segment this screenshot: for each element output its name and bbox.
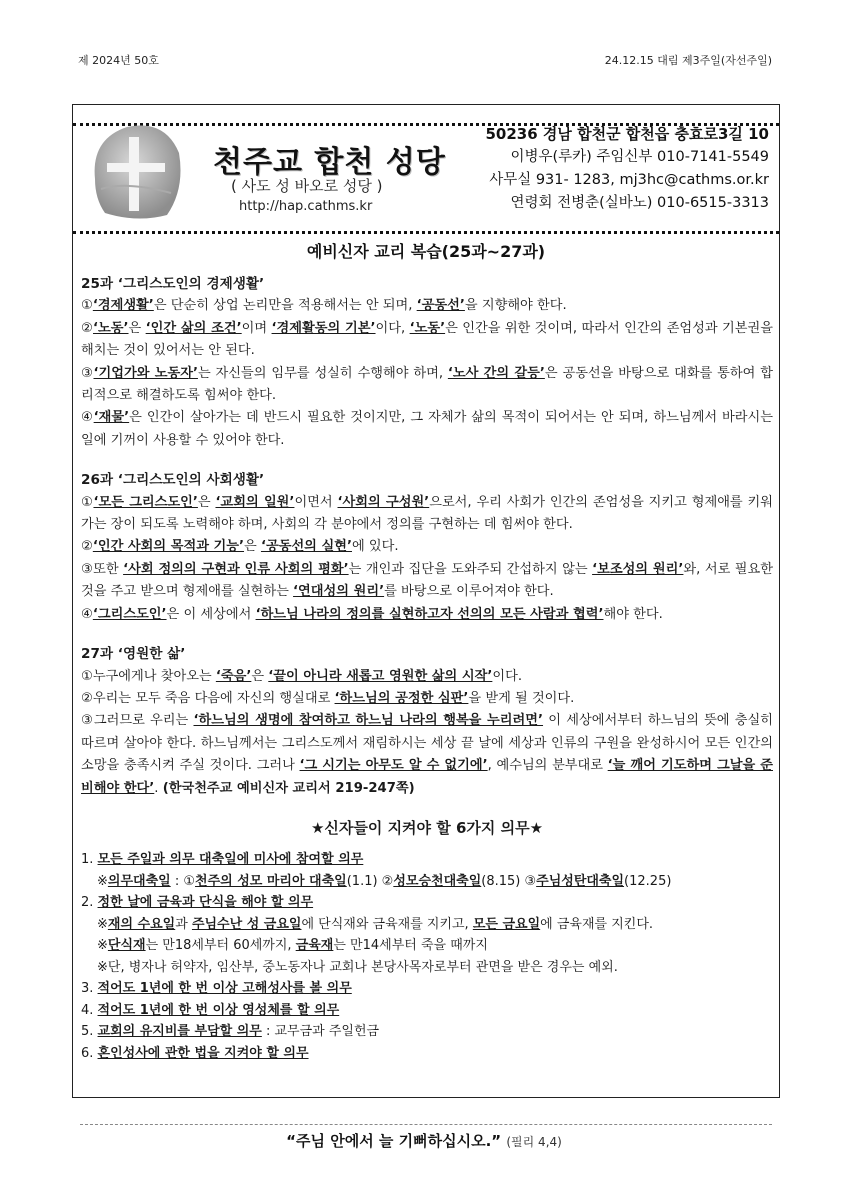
duty-item: 3. 적어도 1년에 한 번 이상 고해성사를 볼 의무: [81, 981, 352, 997]
contact-block: [486, 123, 770, 215]
duty-note: ※재의 수요일과 주님수난 성 금요일에 단식재와 금육재를 지키고, 모든 금요일에 금육재를 지킨다.: [97, 916, 654, 932]
pastor-contact: 이병우(루카) 주임신부 010-7141-5549: [510, 149, 769, 165]
duties-list: [81, 849, 773, 1064]
duty-note: ※의무대축일 : ①천주의 성모 마리아 대축일(1.1) ②성모승천대축일(8.15) ③주님성탄대축일(12.25): [97, 873, 672, 889]
footer-divider: [80, 1124, 772, 1125]
duty-item: 6. 혼인성사에 관한 법을 지켜야 할 의무: [81, 1045, 309, 1061]
duties-title: ★신자들이 지켜야 할 6가지 의무★: [310, 818, 544, 837]
lesson-point: ②‘노동’은 ‘인간 삶의 조건’이며 ‘경제활동의 기본’이다, ‘노동’은 인간을 위한 것이며, 따라서 인간의 존엄성과 기본권을 해치는 것이 있어서는 안 된다.: [81, 320, 773, 359]
church-patron: ( 사도 성 바오로 성당 ): [231, 177, 383, 195]
dotted-divider-bottom: [73, 231, 779, 234]
lesson-title: 26과 ‘그리스도인의 사회생활’: [81, 472, 265, 489]
bulletin-frame: [72, 104, 780, 1098]
church-logo-icon: [87, 119, 185, 223]
lesson-point: ①누구에게나 찾아오는 ‘죽음’은 ‘끝이 아니라 새롭고 영원한 삶의 시작’이다.: [81, 668, 523, 684]
footer-quote: [0, 1130, 848, 1151]
page-title: 예비신자 교리 복습(25과~27과): [306, 242, 546, 261]
lesson-point: ②우리는 모두 죽음 다음에 자신의 행실대로 ‘하느님의 공정한 심판’을 받게 될 것이다.: [81, 690, 575, 706]
address: 50236 경남 합천군 합천읍 충효로3길 10: [485, 125, 769, 143]
lesson-title: 25과 ‘그리스도인의 경제생활’: [81, 276, 265, 292]
duty-item: 1. 모든 주일과 의무 대축일에 미사에 참여할 의무: [81, 852, 364, 868]
council-contact: 연령회 전병춘(실바노) 010-6515-3313: [510, 195, 769, 211]
issue-number: 제 2024년 50호: [78, 54, 159, 67]
lesson-point: ③또한 ‘사회 정의의 구현과 인류 사회의 평화’는 개인과 집단을 도와주되 간섭하지 않는 ‘보조성의 원리’와, 서로 필요한 것을 주고 받으며 형제애를 실현하는 ‘연대성의 원리’를 바탕으로 이루어져야 한다.: [81, 561, 774, 600]
lesson-25: [81, 273, 773, 452]
lesson-point: ④‘그리스도인’은 이 세상에서 ‘하느님 나라의 정의를 실현하고자 선의의 모든 사람과 협력’해야 한다.: [81, 606, 663, 622]
church-header: [83, 115, 771, 231]
duty-item: 4. 적어도 1년에 한 번 이상 영성체를 할 의무: [81, 1002, 340, 1018]
church-name: 천주교 합천 성당: [213, 145, 446, 180]
quote-reference: (필리 4,4): [506, 1135, 562, 1149]
issue-line: [78, 52, 772, 70]
lesson-point: ④‘재물’은 인간이 살아가는 데 반드시 필요한 것이지만, 그 자체가 삶의 목적이 되어서는 안 되며, 하느님께서 바라시는 일에 기꺼이 사용할 수 있어야 한다.: [81, 410, 774, 448]
duty-note: ※단, 병자나 허약자, 임산부, 중노동자나 교회나 본당사목자로부터 관면을 받은 경우는 예외.: [97, 959, 618, 975]
duty-item: 2. 정한 날에 금육과 단식을 해야 할 의무: [81, 895, 314, 911]
lesson-26: [81, 469, 773, 626]
duty-item: 5. 교회의 유지비를 부담할 의무 : 교무금과 주일헌금: [81, 1024, 380, 1040]
quote-text: “주님 안에서 늘 기뻐하십시오.”: [286, 1132, 502, 1150]
office-contact: 사무실 931- 1283, mj3hc@cathms.or.kr: [489, 172, 769, 188]
lesson-point: ③그러므로 우리는 ‘하느님의 생명에 참여하고 하느님 나라의 행복을 누리려면’ 이 세상에서부터 하느님의 뜻에 충실히 따르며 살아야 한다. 하느님께서는 그리스도께서 재림하시는 세상 끝 날에 세상과 인류의 구원을 완성하시어 모든 인간의 소망을 충족시켜 주실 것이다. 그러나 ‘그 시기는 아무도 알 수 없기에’, 예수님의 분부대로 ‘늘 깨어 기도하며 그날을 준비해야 한다’. (한국천주교 예비신자 교리서 219-247쪽): [81, 713, 773, 796]
lesson-point: ①‘모든 그리스도인’은 ‘교회의 일원’이면서 ‘사회의 구성원’으로서, 우리 사회가 인간의 존엄성을 지키고 형제애를 키워가는 장이 되도록 노력해야 하며, 사회의 각 분야에서 정의를 구현하는 데 힘써야 한다.: [81, 494, 773, 533]
duty-note: ※단식재는 만18세부터 60세까지, 금육재는 만14세부터 죽을 때까지: [97, 938, 488, 954]
lesson-27: [81, 643, 773, 800]
church-url: http://hap.cathms.kr: [239, 199, 373, 214]
lesson-title: 27과 ‘영원한 삶’: [81, 646, 186, 663]
lesson-point: ②‘인간 사회의 목적과 기능’은 ‘공동선의 실현’에 있다.: [81, 539, 399, 555]
lesson-point: ③‘기업가와 노동자’는 자신들의 임무를 성실히 수행해야 하며, ‘노사 간의 갈등’은 공동선을 바탕으로 대화를 통하여 합리적으로 해결하도록 힘써야 한다.: [81, 365, 773, 404]
lesson-point: ①‘경제생활’은 단순히 상업 논리만을 적용해서는 안 되며, ‘공동선’을 지향해야 한다.: [81, 298, 567, 314]
issue-date: 24.12.15 대림 제3주일(자선주일): [604, 54, 772, 67]
catechism-content: [81, 273, 773, 1064]
